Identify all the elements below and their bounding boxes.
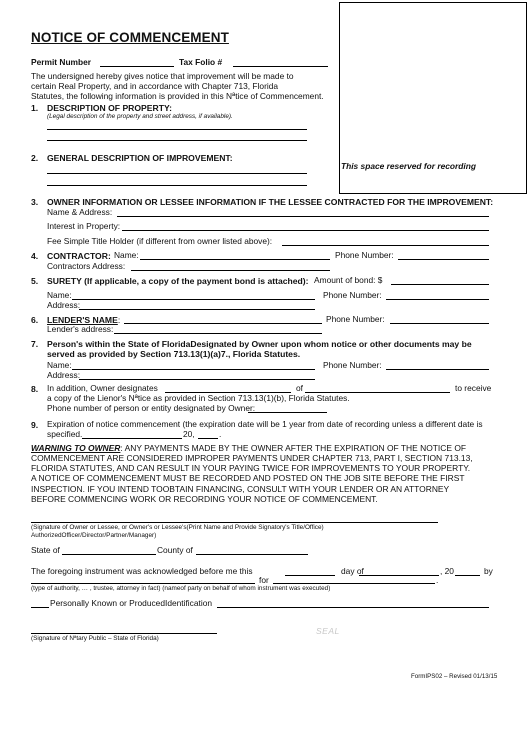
warning-line-1: : ANY PAYMENTS MADE BY THE OWNER AFTER THE EXPIRATION OF THE NOTICE OF: [120, 443, 467, 453]
section-1-label: DESCRIPTION OF PROPERTY:: [47, 103, 172, 113]
section-5-label: SURETY (If applicable, a copy of the payment bond is attached):: [47, 276, 309, 286]
section-5-number: 5.: [31, 276, 39, 286]
surety-name-field[interactable]: [72, 299, 315, 300]
contractor-phone-label: Phone Number:: [335, 250, 394, 260]
owner-designates-text: In addition, Owner designates: [47, 383, 158, 393]
county-of-label: County of: [157, 545, 193, 555]
of-text: of: [296, 383, 303, 393]
contractor-name-label: Name:: [114, 250, 139, 260]
section-7-number: 7.: [31, 339, 39, 349]
lender-address-field[interactable]: [114, 333, 322, 334]
lienor-notice-text: a copy of the Lienor's Nªtice as provided in Section 713.13(1)(b), Florida Statutes.: [47, 393, 350, 403]
section-3-number: 3.: [31, 197, 39, 207]
identification-field[interactable]: [217, 607, 489, 608]
intro-line: The undersigned hereby gives notice that improvement will be made to: [31, 71, 294, 81]
designee-phone-label: Phone Number:: [323, 360, 382, 370]
ack-for-field[interactable]: [273, 583, 435, 584]
state-of-label: State of: [31, 545, 60, 555]
property-line-1[interactable]: [47, 129, 307, 130]
warning-line-6: BEFORE COMMENCING WORK OR RECORDING YOUR NOTICE OF COMMENCEMENT.: [31, 493, 378, 504]
permit-number-field[interactable]: [100, 66, 174, 67]
interest-field[interactable]: [122, 230, 489, 231]
recording-space-note: This space reserved for recording: [341, 161, 476, 171]
designated-phone-field[interactable]: [248, 412, 327, 413]
to-receive-text: to receive: [455, 383, 492, 393]
designated-phone-label: Phone number of person or entity designated by Owner:: [47, 403, 256, 413]
document-title: NOTICE OF COMMENCEMENT: [31, 30, 229, 45]
warning-line-5: INSPECTION. IF YOU INTEND TOOBTAIN FINANCING, CONSULT WITH YOUR LENDER OR AN ATTORNEY: [31, 483, 450, 494]
section-9-number: 9.: [31, 420, 39, 430]
section-4-label: CONTRACTOR:: [47, 251, 111, 261]
expiration-text: Expiration of notice commencement (the expiration date will be 1 year from date of recording unless a different date is: [47, 419, 483, 429]
expiration-specified-text: specified.: [47, 429, 83, 439]
warning-line-2: COMMENCEMENT ARE CONSIDERED IMPROPER PAYMENTS UNDER CHAPTER 713, PART I, SECTION 713.13,: [31, 453, 473, 464]
section-3-label: OWNER INFORMATION OR LESSEE INFORMATION IF THE LESSEE CONTRACTED FOR THE IMPROVEMENT:: [47, 197, 494, 207]
intro-line: Statutes, the following information is provided in this Nªtice of Commencement.: [31, 90, 324, 101]
owner-signature-caption-2: AuthorizedOfficer/Director/Partner/Manager): [31, 532, 157, 539]
county-field[interactable]: [196, 554, 308, 555]
lender-phone-field[interactable]: [390, 323, 489, 324]
lender-phone-label: Phone Number:: [326, 314, 385, 324]
expiration-year-prefix: 20,: [183, 429, 195, 439]
for-text: for: [259, 575, 269, 585]
ack-month-field[interactable]: [359, 575, 439, 576]
bond-amount-field[interactable]: [391, 284, 489, 285]
authority-caption: (type of authority, … , trustee, attorney in fact) (nameof party on behalf of whom instrument was executed): [31, 585, 331, 592]
intro-text: [31, 72, 331, 102]
surety-address-field[interactable]: [79, 309, 315, 310]
surety-phone-label: Phone Number:: [323, 290, 382, 300]
expiration-period: .: [219, 429, 222, 439]
contractor-phone-field[interactable]: [398, 259, 489, 260]
owner-signature-line[interactable]: [31, 522, 438, 523]
designee-phone-field[interactable]: [386, 369, 489, 370]
section-1-note: (Legal description of the property and street address, if available).: [47, 113, 233, 120]
warning-line-3: FLORIDA STATUTES, AND CAN RESULT IN YOUR PAYING TWICE FOR IMPROVEMENTS TO YOUR PROPERTY.: [31, 463, 471, 474]
surety-phone-field[interactable]: [386, 299, 489, 300]
designee-address-label: Address:: [47, 370, 81, 380]
personally-known-field[interactable]: [31, 607, 49, 608]
interest-label: Interest in Property:: [47, 221, 121, 231]
ack-day-field[interactable]: [285, 575, 335, 576]
by-text: by: [484, 566, 493, 576]
warning-line-4: A NOTICE OF COMMENCEMENT MUST BE RECORDED AND POSTED ON THE JOB SITE BEFORE THE FIRST: [31, 473, 465, 484]
day-of-text: day of: [341, 566, 364, 576]
contractor-address-field[interactable]: [131, 270, 330, 271]
designee-name-field[interactable]: [72, 369, 315, 370]
section-7-label-line-2: served as provided by Section 713.13(1)(a)7., Florida Statutes.: [47, 349, 301, 360]
section-2-number: 2.: [31, 153, 39, 163]
owner-name-address-label: Name & Address:: [47, 207, 113, 217]
designee-name-label: Name:: [47, 360, 72, 370]
section-7-label: [47, 339, 497, 359]
lender-name-field[interactable]: [124, 323, 322, 324]
fee-simple-label: Fee Simple Title Holder (if different from owner listed above):: [47, 236, 273, 246]
warning-label: WARNING TO OWNER: [31, 443, 121, 453]
ack-end-period: .: [436, 575, 439, 585]
lenders-name-colon: :: [117, 315, 121, 325]
contractor-name-field[interactable]: [140, 259, 330, 260]
section-7-label-line-1: Person's within the State of FloridaDesignated by Owner upon whom notice or other documents may be: [47, 339, 472, 349]
lenders-name-label: LENDER'S NAME: [47, 315, 118, 325]
ack-year-field[interactable]: [455, 575, 480, 576]
owner-signature-caption: (Signature of Owner or Lessee, or Owner's or Lessee's(Print Name and Provide Signatory's Title/Office): [31, 524, 324, 531]
bond-amount-label: Amount of bond: $: [314, 275, 383, 285]
section-1-number: 1.: [31, 103, 39, 113]
surety-name-label: Name:: [47, 290, 72, 300]
warning-to-owner: [31, 443, 497, 504]
intro-line: certain Real Property, and in accordance with Chapter 713, Florida: [31, 80, 279, 91]
improvement-line-1[interactable]: [47, 173, 307, 174]
tax-folio-label: Tax Folio #: [179, 57, 223, 67]
lender-address-label: Lender's address:: [47, 324, 114, 334]
section-4-number: 4.: [31, 251, 39, 261]
expiration-date-field[interactable]: [82, 438, 182, 439]
improvement-line-2[interactable]: [47, 185, 307, 186]
designee-address-field[interactable]: [79, 379, 315, 380]
tax-folio-field[interactable]: [233, 66, 328, 67]
section-8-number: 8.: [31, 384, 39, 394]
section-6-number: 6.: [31, 315, 39, 325]
property-line-2[interactable]: [47, 140, 307, 141]
section-2-label: GENERAL DESCRIPTION OF IMPROVEMENT:: [47, 153, 233, 163]
notary-signature-line[interactable]: [31, 633, 217, 634]
seal-mark: SEAL: [316, 626, 340, 636]
contractor-address-label: Contractors Address:: [47, 261, 126, 271]
expiration-year-field[interactable]: [198, 438, 218, 439]
personally-known-label: Personally Known or ProducedIdentification: [50, 598, 213, 608]
ack-by-field[interactable]: [31, 583, 255, 584]
acknowledged-text: The foregoing instrument was acknowledged before me this: [31, 566, 253, 576]
owner-name-address-field[interactable]: [117, 216, 489, 217]
state-field[interactable]: [62, 554, 156, 555]
form-id: FormIPS02 – Revised 01/13/15: [411, 673, 498, 680]
fee-simple-field[interactable]: [282, 245, 489, 246]
permit-number-label: Permit Number: [31, 57, 92, 67]
notary-caption: (Signature of Nªtary Public – State of Florida): [31, 635, 159, 642]
year-prefix-text: , 20: [440, 566, 454, 576]
surety-address-label: Address:: [47, 300, 81, 310]
